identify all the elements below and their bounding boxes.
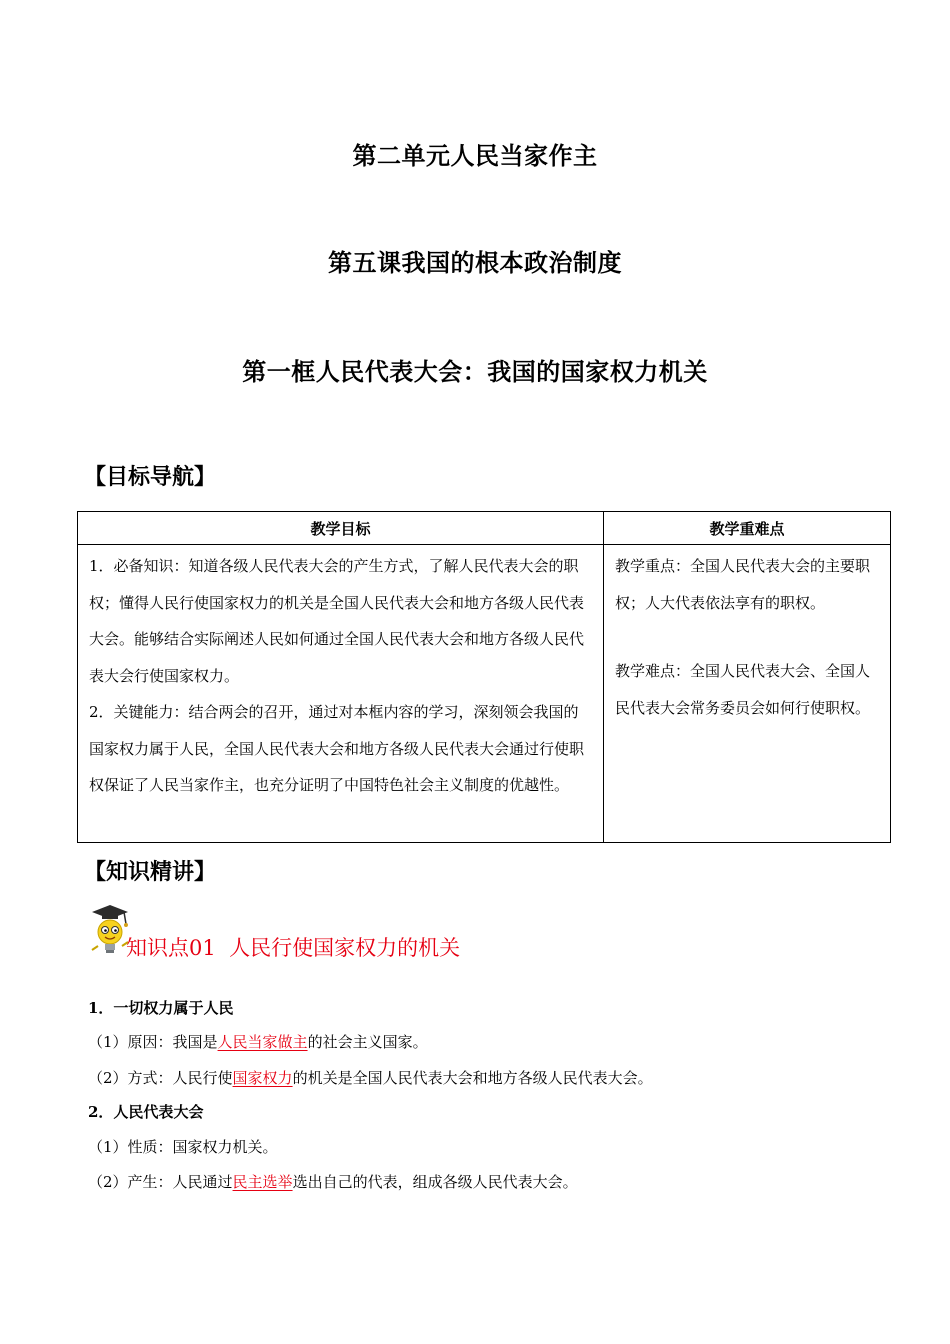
knowledge-point-label: 知识点 <box>126 936 189 960</box>
heading-all-power-to-people: 1．一切权力属于人民 <box>88 999 234 1017</box>
key-difficult-cell <box>604 545 891 843</box>
goal-key-ability: 2．关键能力：结合两会的召开，通过对本框内容的学习，深刻领会我国的国家权力属于人民，全国人民代表大会和地方各级人民代表大会通过行使职权保证了人民当家作主，也充分证明了中国特色社会主义制度的优越性。 <box>89 703 585 794</box>
highlight-democratic-election: 民主选举 <box>232 1173 293 1191</box>
line-reason <box>88 1031 428 1052</box>
heading-peoples-congress: 2．人民代表大会 <box>88 1103 204 1121</box>
goals-table-body-row <box>78 545 891 843</box>
knowledge-point-number: 01 <box>189 936 216 960</box>
header-teaching-goals: 教学目标 <box>78 512 604 545</box>
header-key-difficult-points: 教学重难点 <box>604 512 891 545</box>
goal-essential-knowledge: 1．必备知识：知道各级人民代表大会的产生方式，了解人民代表大会的职权；懂得人民行使国家权力的机关是全国人民代表大会和地方各级人民代表大会。能够结合实际阐述人民如何通过全国人民代表大会和地方各级人民代表大会行使国家权力。 <box>89 557 585 685</box>
line-formation-prefix: （2）产生：人民通过 <box>88 1173 233 1191</box>
line-method-suffix: 的机关是全国人民代表大会和地方各级人民代表大会。 <box>292 1069 653 1087</box>
line-nature: （1）性质：国家权力机关。 <box>88 1138 278 1156</box>
line-reason-suffix: 的社会主义国家。 <box>307 1033 428 1051</box>
highlight-state-power: 国家权力 <box>232 1069 293 1087</box>
highlight-people-masters: 人民当家做主 <box>217 1033 308 1051</box>
key-difficult-text <box>605 546 889 730</box>
teaching-goals-cell <box>78 545 604 843</box>
knowledge-point-name: 人民行使国家权力的机关 <box>229 936 461 960</box>
goals-table-header-row <box>78 512 891 545</box>
teaching-key-point: 教学重点：全国人民代表大会的主要职权；人大代表依法享有的职权。 <box>615 557 871 612</box>
unit-title: 第二单元人民当家作主 <box>352 142 598 170</box>
lesson-title: 第五课我国的根本政治制度 <box>328 249 622 277</box>
section-knowledge-heading: 【知识精讲】 <box>84 860 217 885</box>
goals-table <box>77 511 891 843</box>
knowledge-point-header <box>88 902 688 962</box>
line-formation-suffix: 选出自己的代表，组成各级人民代表大会。 <box>292 1173 578 1191</box>
frame-title: 第一框人民代表大会：我国的国家权力机关 <box>242 358 708 386</box>
teaching-goals-text <box>79 546 602 808</box>
spacer <box>615 621 879 653</box>
line-method <box>88 1067 653 1088</box>
section-goals-heading: 【目标导航】 <box>84 465 217 490</box>
teaching-difficult-point: 教学难点：全国人民代表大会、全国人民代表大会常务委员会如何行使职权。 <box>615 662 871 717</box>
line-formation <box>88 1171 578 1192</box>
knowledge-point-title <box>126 932 460 962</box>
line-reason-prefix: （1）原因：我国是 <box>88 1033 218 1051</box>
line-method-prefix: （2）方式：人民行使 <box>88 1069 233 1087</box>
